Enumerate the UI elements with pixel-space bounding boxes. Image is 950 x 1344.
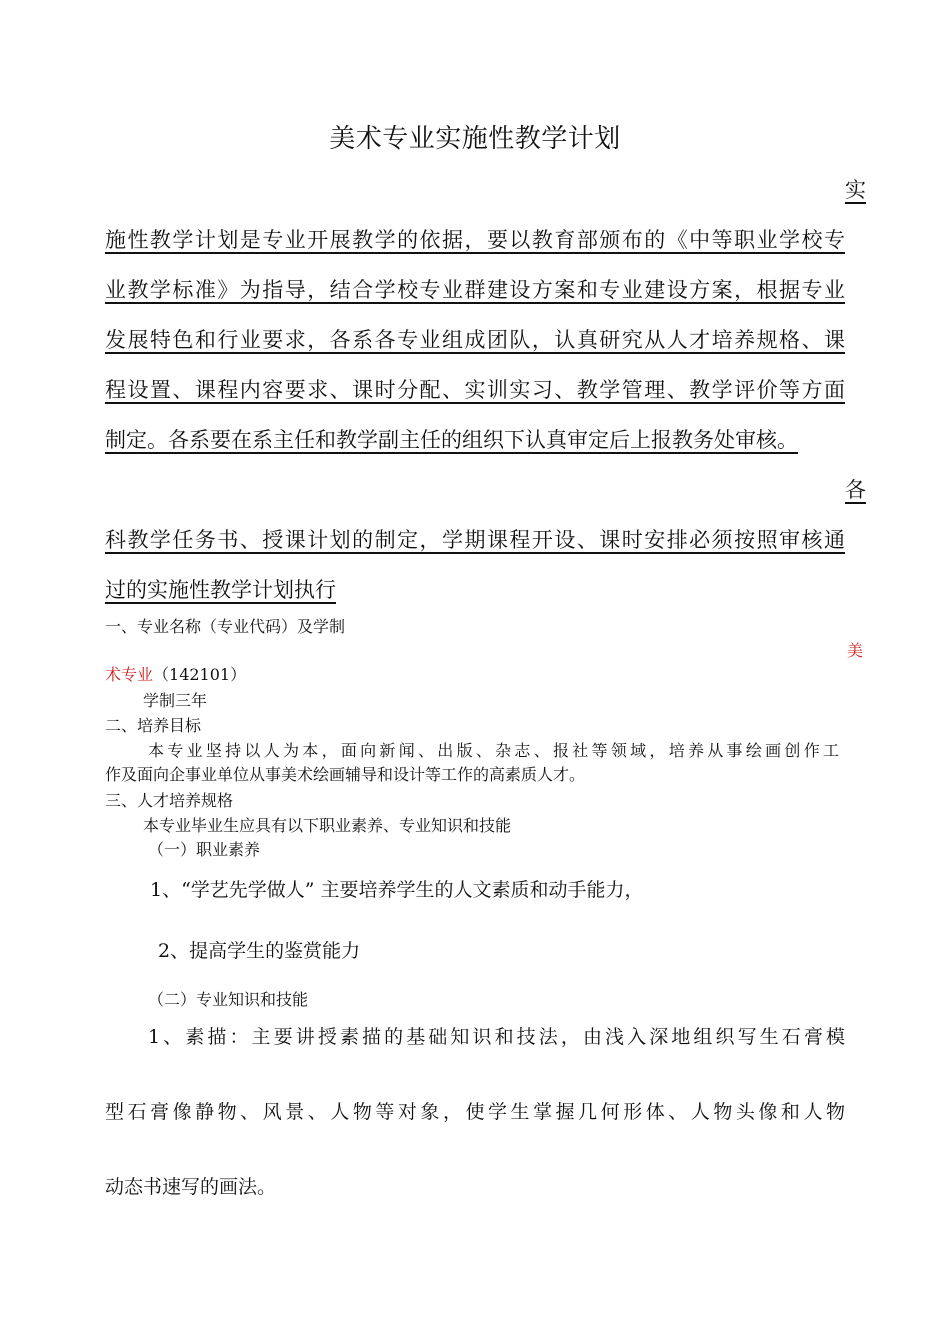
intro-line-5: 制定。各系要在系主任和教学副主任的组织下认真审定后上报教务处审核。 bbox=[105, 428, 798, 452]
major-name-line bbox=[105, 662, 246, 685]
major-name-lead: 美 bbox=[847, 641, 864, 660]
section2-heading: 二、培养目标 bbox=[105, 716, 202, 735]
section3-heading: 三、人才培养规格 bbox=[105, 791, 234, 810]
intro-line-3: 发展特色和行业要求，各系各专业组成团队，认真研究从人才培养规格、课 bbox=[105, 328, 845, 352]
quality-item-1: 1、“学艺先学做人” 主要培养学生的人文素质和动手能力， bbox=[150, 879, 644, 901]
skill-line-2: 型石膏像静物、风景、人物等对象，使学生掌握几何形体、人物头像和人物 bbox=[105, 1101, 845, 1123]
study-duration: 学制三年 bbox=[143, 691, 208, 710]
intro-lead-char-2: 各 bbox=[845, 478, 866, 502]
objective-line-2: 作及面向企事业单位从事美术绘画辅导和设计等工作的高素质人才。 bbox=[105, 765, 586, 784]
intro-line-4: 程设置、课程内容要求、课时分配、实训实习、教学管理、教学评价等方面 bbox=[105, 378, 845, 402]
intro-line-1: 施性教学计划是专业开展教学的依据，要以教育部颁布的《中等职业学校专 bbox=[105, 228, 845, 252]
page-title: 美术专业实施性教学计划 bbox=[329, 124, 621, 154]
objective-line-1: 本专业坚持以人为本，面向新闻、出版、杂志、报社等领域，培养从事绘画创作工 bbox=[148, 741, 839, 760]
section1-heading: 一、专业名称（专业代码）及学制 bbox=[105, 617, 346, 636]
intro-line-6: 科教学任务书、授课计划的制定，学期课程开设、课时安排必须按照审核通 bbox=[105, 528, 845, 552]
intro-line-2: 业教学标准》为指导，结合学校专业群建设方案和专业建设方案，根据专业 bbox=[105, 278, 845, 302]
intro-line-7: 过的实施性教学计划执行 bbox=[105, 578, 336, 602]
subsection-knowledge-skills: （二）专业知识和技能 bbox=[148, 990, 309, 1009]
skill-line-1: 1、素描：主要讲授素描的基础知识和技法，由浅入深地组织写生石膏模 bbox=[148, 1026, 845, 1048]
section3-intro: 本专业毕业生应具有以下职业素养、专业知识和技能 bbox=[143, 816, 512, 835]
quality-item-2: 2、提高学生的鉴赏能力 bbox=[158, 940, 361, 962]
major-code: （142101） bbox=[153, 665, 247, 684]
intro-lead-char-1: 实 bbox=[845, 178, 866, 202]
major-name: 术专业 bbox=[105, 665, 154, 684]
subsection-professional-quality: （一）职业素养 bbox=[148, 840, 261, 859]
skill-line-3: 动态书速写的画法。 bbox=[105, 1176, 277, 1198]
